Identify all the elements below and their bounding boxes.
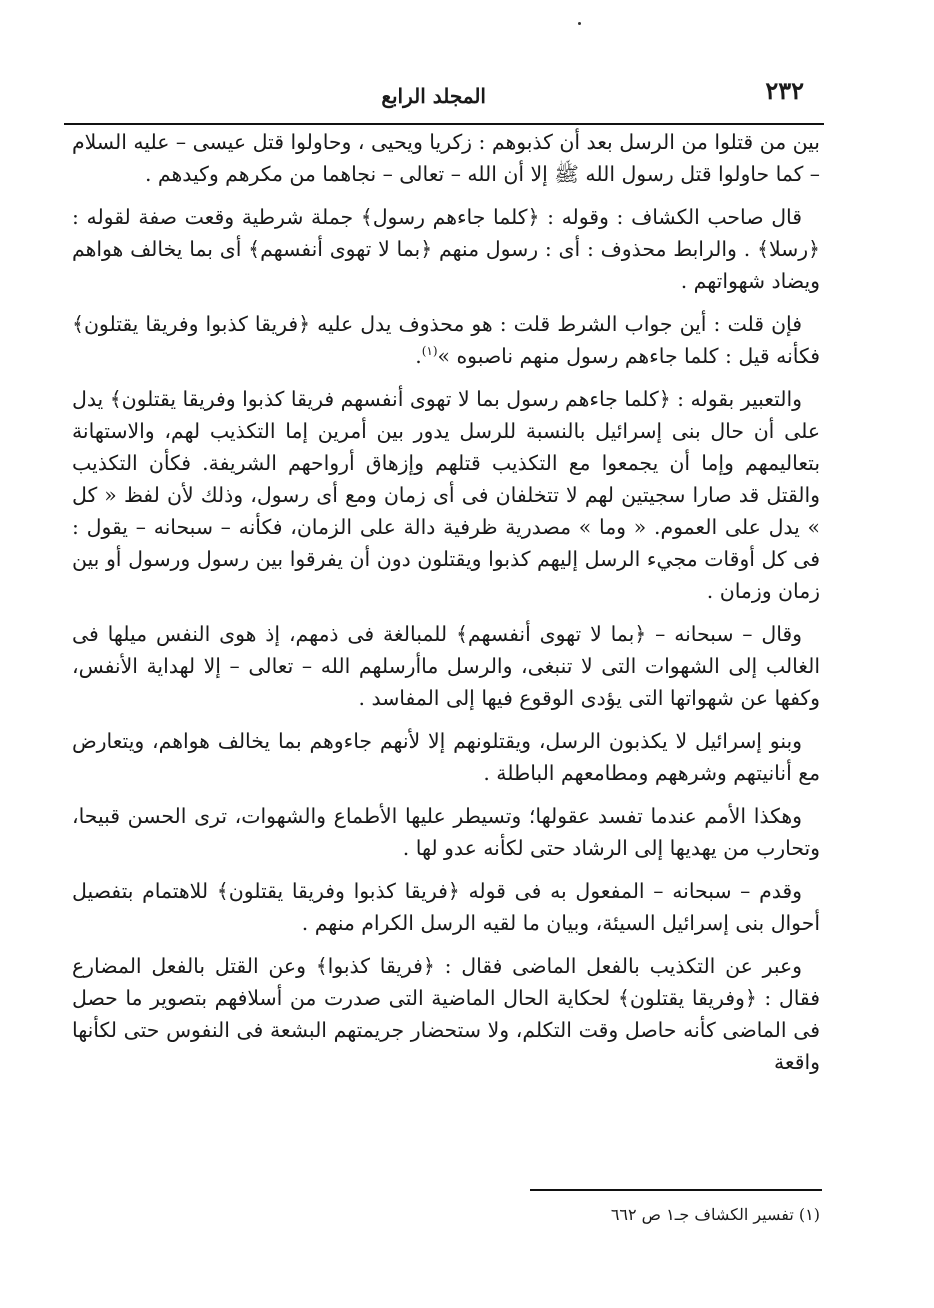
paragraph: وبنو إسرائيل لا يكذبون الرسل، ويقتلونهم إلا لأنهم جاءوهم بما يخالف هواهم، ويتعارض مع أنانيتهم وشرههم ومطامعهم الباطلة . bbox=[72, 729, 820, 785]
scan-speck bbox=[578, 22, 581, 25]
paragraph: بين من قتلوا من الرسل بعد أن كذبوهم : زكريا ويحيى ، وحاولوا قتل عيسى – عليه السلام – كما حاولوا قتل رسول الله ﷺ إلا أن الله – تعالى – نجاهما من مكرهم وكيدهم . bbox=[72, 130, 820, 186]
paragraph: والتعبير بقوله : ﴿كلما جاءهم رسول بما لا تهوى أنفسهم فريقا كذبوا وفريقا يقتلون﴾ يدل على أن حال بنى إسرائيل بالنسبة للرسل يدور بين أمرين إما التكذيب لهم، والاستهانة بتعاليمهم وإما أن يجمعوا مع التكذيب قتلهم وإزهاق أرواحهم الشريفة. فكأن التكذيب والقتل قد صارا سجيتين لهم لا تتخلفان فى أى زمان ومع أى رسول، وذلك لأن لفظ « كل » يدل على العموم. « وما » مصدرية ظرفية دالة على الزمان، فكأنه – سبحانه – يقول : فى كل أوقات مجيء الرسل إليهم كذبوا ويقتلون دون أن يفرقوا بين رسول ورسول أو بين زمان وزمان . bbox=[72, 387, 820, 603]
header-rule bbox=[64, 123, 824, 125]
running-title: المجلد الرابع bbox=[381, 84, 486, 108]
page-number: ٢٣٢ bbox=[765, 76, 804, 105]
paragraph: فإن قلت : أين جواب الشرط قلت : هو محذوف يدل عليه ﴿فريقا كذبوا وفريقا يقتلون﴾ فكأنه قيل : كلما جاءهم رسول منهم ناصبوه »$^{(١)}$. bbox=[72, 312, 820, 368]
paragraph: وقال – سبحانه – ﴿بما لا تهوى أنفسهم﴾ للمبالغة فى ذمهم، إذ هوى النفس ميلها فى الغالب إلى الشهوات التى لا تنبغى، والرسل ماأرسلهم الله – تعالى – إلا لهداية الأنفس، وكفها عن شهواتها التى يؤدى الوقوع فيها إلى المفاسد . bbox=[72, 622, 820, 710]
paragraph: قال صاحب الكشاف : وقوله : ﴿كلما جاءهم رسول﴾ جملة شرطية وقعت صفة لقوله : ﴿رسلا﴾ . والرابط محذوف : أى : رسول منهم ﴿بما لا تهوى أنفسهم﴾ أى بما يخالف هواهم ويضاد شهواتهم . bbox=[72, 205, 820, 293]
paragraph: وهكذا الأمم عندما تفسد عقولها؛ وتسيطر عليها الأطماع والشهوات، ترى الحسن قبيحا، وتحارب من يهديها إلى الرشاد حتى لكأنه عدو لها . bbox=[72, 804, 820, 860]
body-text bbox=[72, 126, 820, 1089]
paragraph: وعبر عن التكذيب بالفعل الماضى فقال : ﴿فريقا كذبوا﴾ وعن القتل بالفعل المضارع فقال : ﴿وفريقا يقتلون﴾ لحكاية الحال الماضية التى صدرت من أسلافهم بتصوير ما حصل فى الماضى كأنه حاصل وقت التكلم، ولا ستحضار جريمتهم البشعة فى النفوس حتى لكأنها واقعة bbox=[72, 954, 820, 1074]
footnote: (١) تفسير الكشاف جـ١ ص ٦٦٢ bbox=[610, 1205, 820, 1224]
footnote-rule bbox=[530, 1189, 822, 1191]
paragraph: وقدم – سبحانه – المفعول به فى قوله ﴿فريقا كذبوا وفريقا يقتلون﴾ للاهتمام بتفصيل أحوال بنى إسرائيل السيئة، وبيان ما لقيه الرسل الكرام منهم . bbox=[72, 879, 820, 935]
page-header bbox=[64, 70, 824, 118]
footnote-reference: (١) bbox=[421, 344, 438, 359]
paragraph-text: فإن قلت : أين جواب الشرط قلت : هو محذوف يدل عليه ﴿فريقا كذبوا وفريقا يقتلون﴾ فكأنه قيل : كلما جاءهم رسول منهم ناصبوه » bbox=[72, 312, 820, 368]
